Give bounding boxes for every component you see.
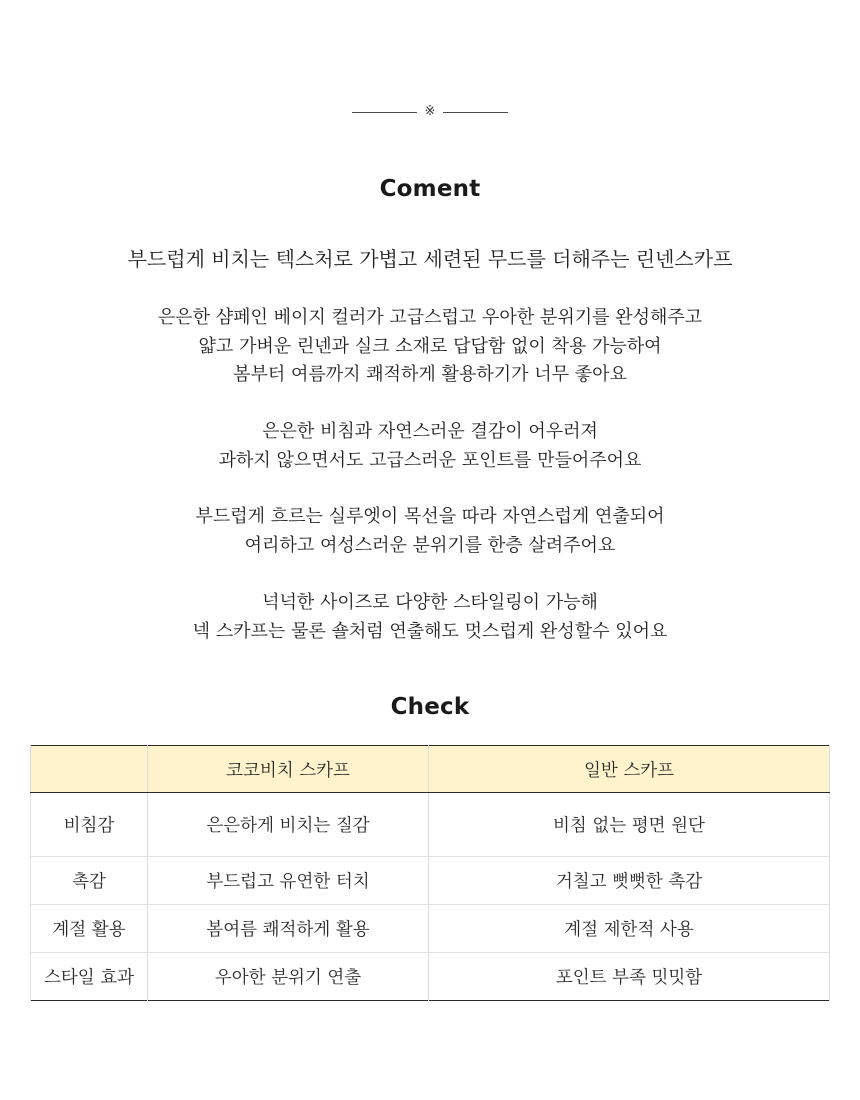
ornament-icon: ※ bbox=[424, 104, 436, 119]
coment-paragraph-2 bbox=[0, 304, 860, 390]
coment-line: 봄부터 여름까지 쾌적하게 활용하기가 너무 좋아요 bbox=[233, 364, 627, 385]
table-row bbox=[31, 857, 830, 905]
divider-line-left bbox=[352, 112, 417, 113]
ornament-divider bbox=[352, 101, 508, 123]
coment-line: 넥 스카프는 물론 숄처럼 연출해도 멋스럽게 완성할수 있어요 bbox=[192, 620, 668, 642]
coment-line: 얇고 가벼운 린넨과 실크 소재로 답답함 없이 착용 가능하여 bbox=[198, 335, 662, 357]
row-label: 촉감 bbox=[31, 857, 148, 905]
cocobeach-value: 봄여름 쾌적하게 활용 bbox=[148, 905, 429, 953]
coment-paragraph-3 bbox=[0, 418, 860, 475]
coment-paragraph-4 bbox=[0, 503, 860, 560]
header-cell-cocobeach: 코코비치 스카프 bbox=[148, 746, 429, 793]
cocobeach-value: 부드럽고 유연한 터치 bbox=[148, 857, 429, 905]
table-row bbox=[31, 953, 830, 1001]
coment-line: 은은한 비침과 자연스러운 결감이 어우러져 bbox=[262, 421, 598, 442]
check-title: Check bbox=[390, 694, 470, 720]
coment-line: 부드럽게 흐르는 실루엣이 목선을 따라 자연스럽게 연출되어 bbox=[195, 506, 665, 527]
header-cell-general: 일반 스카프 bbox=[429, 746, 830, 793]
comparison-table bbox=[30, 745, 830, 1001]
table-row bbox=[31, 905, 830, 953]
general-value: 비침 없는 평면 원단 bbox=[429, 793, 830, 857]
general-value: 포인트 부족 밋밋함 bbox=[429, 953, 830, 1001]
header-cell-empty bbox=[31, 746, 148, 793]
row-label: 스타일 효과 bbox=[31, 953, 148, 1001]
table-header-row bbox=[31, 746, 830, 793]
coment-title: Coment bbox=[379, 176, 481, 202]
coment-line: 은은한 샴페인 베이지 컬러가 고급스럽고 우아한 분위기를 완성해주고 bbox=[157, 307, 703, 328]
row-label: 비침감 bbox=[31, 793, 148, 857]
general-value: 거칠고 뻣뻣한 촉감 bbox=[429, 857, 830, 905]
coment-paragraph-5 bbox=[0, 589, 860, 646]
row-label: 계절 활용 bbox=[31, 905, 148, 953]
coment-line: 과하지 않으면서도 고급스러운 포인트를 만들어주어요 bbox=[218, 449, 642, 471]
general-value: 계절 제한적 사용 bbox=[429, 905, 830, 953]
cocobeach-value: 우아한 분위기 연출 bbox=[148, 953, 429, 1001]
cocobeach-value: 은은하게 비치는 질감 bbox=[148, 793, 429, 857]
coment-line: 여리하고 여성스러운 분위기를 한층 살려주어요 bbox=[244, 534, 616, 556]
coment-line: 부드럽게 비치는 텍스처로 가볍고 세련된 무드를 더해주는 린넨스카프 bbox=[127, 247, 733, 271]
divider-line-right bbox=[443, 112, 508, 113]
table-row bbox=[31, 793, 830, 857]
coment-line: 넉넉한 사이즈로 다양한 스타일링이 가능해 bbox=[262, 592, 598, 613]
coment-paragraph-1 bbox=[0, 245, 860, 274]
